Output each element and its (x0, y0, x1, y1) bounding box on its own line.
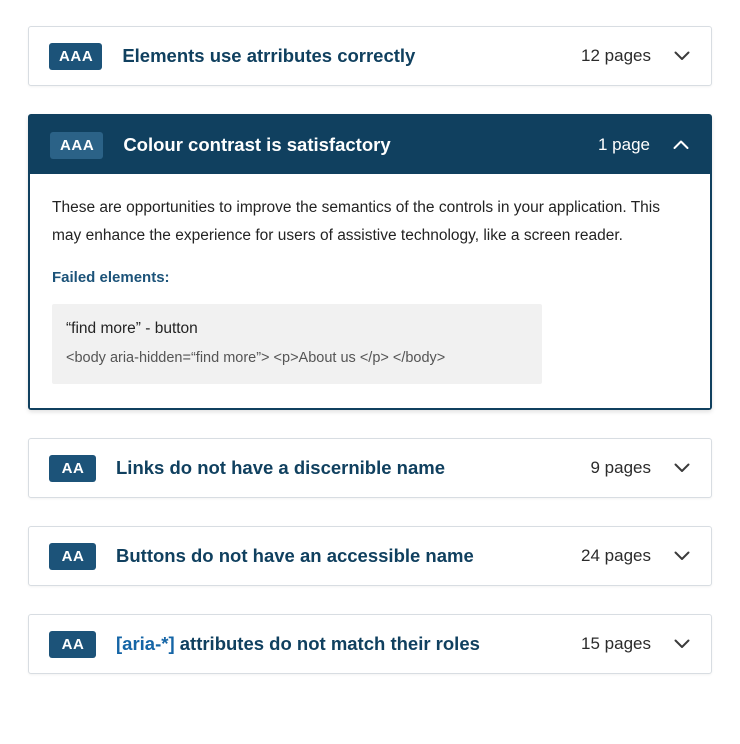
chevron-down-icon[interactable] (671, 45, 693, 67)
chevron-up-icon[interactable] (670, 134, 692, 156)
chevron-down-icon[interactable] (671, 545, 693, 567)
issues-accordion (28, 26, 712, 702)
issue-title: Colour contrast is satisfactory (123, 134, 391, 155)
conformance-badge: AA (49, 455, 96, 482)
chevron-down-icon[interactable] (671, 457, 693, 479)
conformance-badge: AAA (50, 132, 103, 159)
issue-title: Links do not have a discernible name (116, 457, 445, 479)
issue-item-elements-use-attributes[interactable] (28, 26, 712, 86)
issue-page-count: 15 pages (581, 634, 651, 654)
chevron-down-icon[interactable] (671, 633, 693, 655)
issue-item-aria-attributes-roles[interactable] (28, 614, 712, 674)
failed-element-label: “find more” - button (66, 320, 198, 338)
conformance-badge: AA (49, 543, 96, 570)
issue-description: These are opportunities to improve the semantics of the controls in your application. This may enhance the experience for users of assistive technology, like a screen reader. (52, 199, 660, 244)
issue-page-count: 9 pages (590, 458, 651, 478)
issue-header[interactable] (29, 27, 711, 85)
issue-body (30, 174, 710, 408)
issue-page-count: 12 pages (581, 46, 651, 65)
issue-page-count: 1 page (598, 135, 650, 154)
issue-item-links-no-discernible-name[interactable] (28, 438, 712, 498)
issue-title-rest: attributes do not match their roles (174, 633, 480, 655)
issue-header-expanded[interactable] (30, 116, 710, 174)
issue-title-code-token: [aria-*] (116, 633, 175, 655)
issue-header[interactable] (29, 439, 711, 497)
conformance-badge: AA (49, 631, 96, 658)
failed-element-code-block (52, 304, 542, 384)
issue-item-buttons-no-accessible-name[interactable] (28, 526, 712, 586)
issue-title: Buttons do not have an accessible name (116, 545, 474, 567)
issue-title: Elements use atrributes correctly (122, 45, 416, 66)
issue-item-colour-contrast[interactable] (28, 114, 712, 410)
issue-header[interactable] (29, 615, 711, 673)
conformance-badge: AAA (49, 43, 102, 70)
failed-elements-heading: Failed elements: (52, 269, 170, 287)
failed-element-snippet: <body aria-hidden=“find more”> <p>About us </p> </body> (66, 350, 446, 367)
issue-page-count: 24 pages (581, 546, 651, 566)
issue-title (116, 633, 581, 655)
issue-header[interactable] (29, 527, 711, 585)
